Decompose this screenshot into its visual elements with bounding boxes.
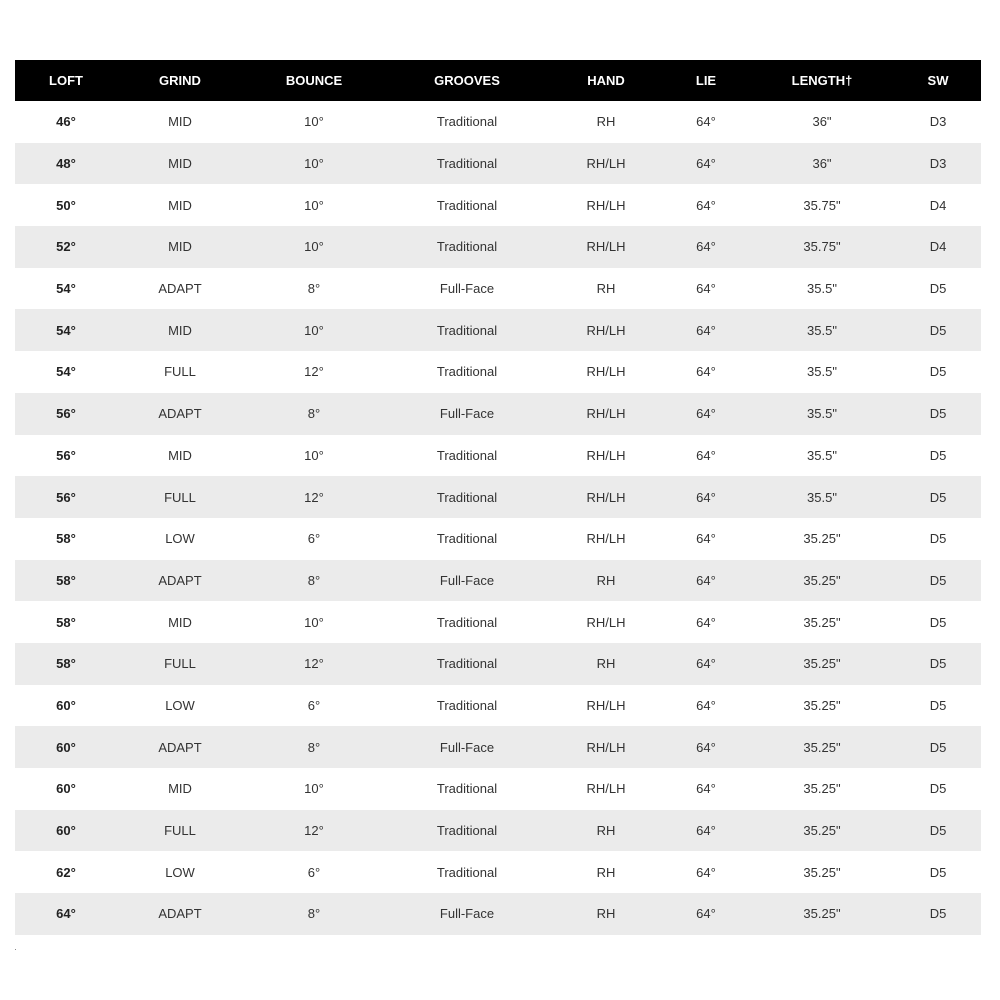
cell-hand: RH/LH [586, 739, 626, 755]
cell-sw: D5 [929, 447, 947, 463]
cell-sw: D5 [929, 864, 947, 880]
cell-loft: 50° [56, 197, 76, 213]
table-row [15, 101, 981, 143]
cell-hand: RH/LH [586, 697, 626, 713]
cell-grind: ADAPT [158, 906, 202, 922]
cell-grind: FULL [164, 489, 196, 505]
cell-length: 35.25" [803, 739, 841, 755]
cell-grind: MID [168, 156, 192, 172]
cell-grind: ADAPT [158, 281, 202, 297]
cell-bounce: 10° [304, 156, 324, 172]
cell-bounce: 6° [307, 531, 321, 547]
cell-lie: 64° [696, 197, 716, 213]
cell-sw: D3 [929, 114, 947, 130]
cell-grooves: Full-Face [439, 739, 495, 755]
cell-grind: ADAPT [158, 406, 202, 422]
cell-lie: 64° [696, 281, 716, 297]
cell-hand: RH/LH [586, 364, 626, 380]
table-row [15, 560, 981, 602]
cell-sw: D5 [929, 531, 947, 547]
cell-lie: 64° [696, 489, 716, 505]
cell-grooves: Full-Face [439, 906, 495, 922]
cell-grooves: Traditional [436, 697, 498, 713]
table-row [15, 476, 981, 518]
cell-loft: 56° [56, 489, 76, 505]
header-bounce: BOUNCE [285, 73, 343, 88]
cell-hand: RH [596, 656, 616, 672]
cell-hand: RH/LH [586, 239, 626, 255]
cell-length: 35.25" [803, 864, 841, 880]
cell-hand: RH/LH [586, 531, 626, 547]
cell-grind: ADAPT [158, 572, 202, 588]
cell-length: 35.25" [803, 572, 841, 588]
cell-bounce: 8° [307, 572, 321, 588]
cell-grooves: Traditional [436, 364, 498, 380]
cell-hand: RH/LH [586, 614, 626, 630]
cell-loft: 60° [56, 739, 76, 755]
cell-bounce: 12° [304, 364, 324, 380]
wedge-spec-table [15, 60, 981, 935]
cell-grooves: Traditional [436, 823, 498, 839]
cell-hand: RH [596, 823, 616, 839]
cell-grind: LOW [165, 531, 195, 547]
cell-lie: 64° [696, 447, 716, 463]
header-loft: LOFT [49, 73, 83, 88]
cell-sw: D5 [929, 572, 947, 588]
cell-grooves: Full-Face [439, 572, 495, 588]
cell-grooves: Full-Face [439, 406, 495, 422]
cell-bounce: 12° [304, 656, 324, 672]
cell-sw: D5 [929, 697, 947, 713]
cell-hand: RH/LH [586, 322, 626, 338]
cell-grind: LOW [165, 864, 195, 880]
cell-bounce: 10° [304, 322, 324, 338]
cell-loft: 48° [56, 156, 76, 172]
cell-bounce: 10° [304, 239, 324, 255]
cell-bounce: 12° [304, 823, 324, 839]
cell-grind: MID [168, 114, 192, 130]
cell-lie: 64° [696, 156, 716, 172]
cell-sw: D4 [929, 197, 947, 213]
cell-lie: 64° [696, 114, 716, 130]
cell-length: 35.25" [803, 781, 841, 797]
cell-hand: RH [596, 864, 616, 880]
table-row [15, 184, 981, 226]
table-row [15, 768, 981, 810]
cell-grooves: Traditional [436, 156, 498, 172]
cell-length: 36" [812, 156, 832, 172]
cell-lie: 64° [696, 322, 716, 338]
cell-loft: 58° [56, 531, 76, 547]
cell-sw: D5 [929, 614, 947, 630]
cell-loft: 60° [56, 781, 76, 797]
cell-bounce: 8° [307, 906, 321, 922]
cell-grind: MID [168, 614, 192, 630]
cell-sw: D5 [929, 781, 947, 797]
cell-lie: 64° [696, 781, 716, 797]
cell-grind: LOW [165, 697, 195, 713]
stray-mark [15, 949, 16, 950]
table-body [15, 101, 981, 935]
cell-length: 36" [812, 114, 832, 130]
table-row [15, 601, 981, 643]
cell-hand: RH/LH [586, 197, 626, 213]
cell-loft: 54° [56, 364, 76, 380]
cell-grind: MID [168, 447, 192, 463]
cell-sw: D5 [929, 656, 947, 672]
cell-bounce: 6° [307, 697, 321, 713]
table-row [15, 643, 981, 685]
cell-hand: RH/LH [586, 156, 626, 172]
cell-grind: FULL [164, 823, 196, 839]
cell-loft: 58° [56, 656, 76, 672]
cell-length: 35.5" [807, 447, 837, 463]
cell-length: 35.25" [803, 697, 841, 713]
cell-sw: D5 [929, 281, 947, 297]
header-hand: HAND [587, 73, 625, 88]
cell-lie: 64° [696, 739, 716, 755]
cell-loft: 46° [56, 114, 76, 130]
cell-grooves: Full-Face [439, 281, 495, 297]
cell-sw: D5 [929, 489, 947, 505]
table-row [15, 226, 981, 268]
cell-grind: FULL [164, 656, 196, 672]
table-row [15, 143, 981, 185]
cell-bounce: 10° [304, 781, 324, 797]
cell-sw: D3 [929, 156, 947, 172]
cell-lie: 64° [696, 614, 716, 630]
cell-length: 35.25" [803, 906, 841, 922]
table-row [15, 685, 981, 727]
cell-bounce: 12° [304, 489, 324, 505]
cell-sw: D5 [929, 739, 947, 755]
header-lie: LIE [695, 73, 717, 88]
cell-loft: 58° [56, 572, 76, 588]
table-row [15, 309, 981, 351]
header-sw: SW [927, 73, 949, 88]
table-row [15, 268, 981, 310]
cell-grooves: Traditional [436, 781, 498, 797]
cell-loft: 58° [56, 614, 76, 630]
cell-bounce: 6° [307, 864, 321, 880]
table-row [15, 518, 981, 560]
cell-hand: RH [596, 906, 616, 922]
cell-loft: 54° [56, 322, 76, 338]
cell-lie: 64° [696, 864, 716, 880]
cell-length: 35.75" [803, 239, 841, 255]
cell-grooves: Traditional [436, 197, 498, 213]
cell-length: 35.75" [803, 197, 841, 213]
cell-hand: RH [596, 572, 616, 588]
cell-hand: RH/LH [586, 781, 626, 797]
cell-grind: FULL [164, 364, 196, 380]
cell-hand: RH [596, 114, 616, 130]
table-row [15, 810, 981, 852]
cell-length: 35.25" [803, 823, 841, 839]
cell-loft: 60° [56, 697, 76, 713]
cell-grind: MID [168, 197, 192, 213]
cell-lie: 64° [696, 572, 716, 588]
cell-sw: D5 [929, 322, 947, 338]
cell-grooves: Traditional [436, 864, 498, 880]
cell-length: 35.5" [807, 406, 837, 422]
header-grooves: GROOVES [434, 73, 500, 88]
cell-grooves: Traditional [436, 489, 498, 505]
cell-grooves: Traditional [436, 614, 498, 630]
table-row [15, 851, 981, 893]
cell-loft: 56° [56, 447, 76, 463]
cell-grooves: Traditional [436, 447, 498, 463]
cell-lie: 64° [696, 364, 716, 380]
cell-bounce: 8° [307, 406, 321, 422]
cell-bounce: 10° [304, 197, 324, 213]
cell-sw: D5 [929, 406, 947, 422]
cell-bounce: 10° [304, 114, 324, 130]
cell-lie: 64° [696, 906, 716, 922]
table-row [15, 393, 981, 435]
table-row [15, 726, 981, 768]
cell-length: 35.5" [807, 322, 837, 338]
cell-hand: RH/LH [586, 489, 626, 505]
cell-grooves: Traditional [436, 656, 498, 672]
cell-length: 35.25" [803, 614, 841, 630]
cell-lie: 64° [696, 531, 716, 547]
cell-hand: RH/LH [586, 406, 626, 422]
cell-sw: D5 [929, 364, 947, 380]
cell-lie: 64° [696, 239, 716, 255]
cell-bounce: 10° [304, 447, 324, 463]
header-length: LENGTH† [791, 73, 853, 88]
cell-hand: RH [596, 281, 616, 297]
cell-length: 35.25" [803, 656, 841, 672]
cell-grooves: Traditional [436, 239, 498, 255]
table-header-row [15, 60, 981, 101]
header-grind: GRIND [159, 73, 201, 88]
cell-bounce: 10° [304, 614, 324, 630]
cell-bounce: 8° [307, 281, 321, 297]
cell-grooves: Traditional [436, 531, 498, 547]
cell-sw: D4 [929, 239, 947, 255]
cell-lie: 64° [696, 823, 716, 839]
cell-lie: 64° [696, 656, 716, 672]
cell-loft: 52° [56, 239, 76, 255]
table-row [15, 435, 981, 477]
cell-grind: ADAPT [158, 739, 202, 755]
cell-loft: 60° [56, 823, 76, 839]
cell-loft: 56° [56, 406, 76, 422]
table-row [15, 893, 981, 935]
cell-grooves: Traditional [436, 114, 498, 130]
cell-bounce: 8° [307, 739, 321, 755]
cell-lie: 64° [696, 697, 716, 713]
cell-grind: MID [168, 781, 192, 797]
cell-loft: 62° [56, 864, 76, 880]
cell-length: 35.5" [807, 364, 837, 380]
cell-sw: D5 [929, 823, 947, 839]
cell-length: 35.5" [807, 281, 837, 297]
cell-length: 35.25" [803, 531, 841, 547]
cell-loft: 54° [56, 281, 76, 297]
cell-grind: MID [168, 239, 192, 255]
cell-hand: RH/LH [586, 447, 626, 463]
cell-grooves: Traditional [436, 322, 498, 338]
cell-loft: 64° [56, 906, 76, 922]
cell-grind: MID [168, 322, 192, 338]
table-row [15, 351, 981, 393]
cell-lie: 64° [696, 406, 716, 422]
cell-sw: D5 [929, 906, 947, 922]
cell-length: 35.5" [807, 489, 837, 505]
